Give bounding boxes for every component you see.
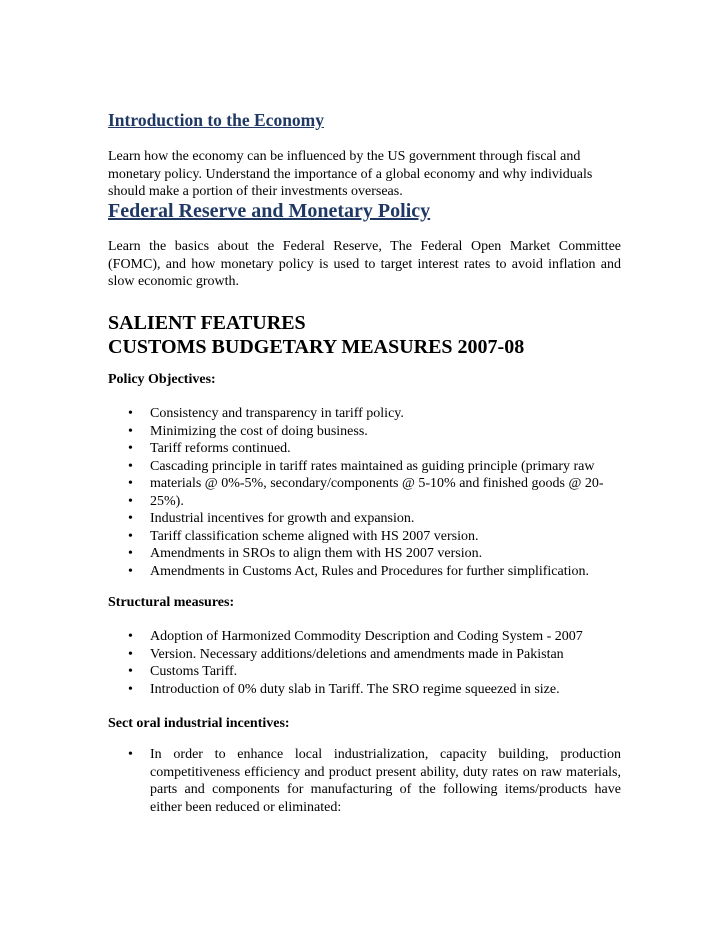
list-item: • In order to enhance local industrialization, capacity building, production competitiveness efficiency and product present ability, duty rates on raw materials, parts and components for manufacturing of the following items/products have either been reduced or eliminated: [128,747,621,815]
list-item: • Adoption of Harmonized Commodity Description and Coding System - 2007 [128,629,583,644]
bullet-icon: • [128,747,133,762]
bullet-icon: • [128,511,133,526]
bullet-icon: • [128,528,133,544]
list-item: • Customs Tariff. [128,664,238,679]
list-item: • Consistency and transparency in tariff policy. [128,406,404,421]
bullet-icon: • [128,423,133,439]
bullet-icon: • [128,629,133,644]
list-structural-measures [108,628,621,698]
heading-policy-objectives: Policy Objectives: [108,372,216,387]
bullet-icon: • [128,664,133,679]
bullet-icon: • [128,646,133,662]
bullet-icon: • [128,406,133,421]
list-item: • Version. Necessary additions/deletions and amendments made in Pakistan [128,646,564,662]
list-item: • Cascading principle in tariff rates maintained as guiding principle (primary raw [128,458,595,474]
bullet-icon: • [128,563,133,579]
list-item: • Minimizing the cost of doing business. [128,423,368,439]
paragraph-introduction-economy: Learn how the economy can be influenced by the US government through fiscal and monetary policy. Understand the importance of a global economy and why individuals should make a portion of their investments overseas. [108,149,593,199]
title-line-1: SALIENT FEATURES [108,312,306,334]
list-item: • Tariff classification scheme aligned with HS 2007 version. [128,528,479,544]
paragraph-federal-reserve: Learn the basics about the Federal Reserve, The Federal Open Market Committee (FOMC), and how monetary policy is used to target interest rates to avoid inflation and slow economic growth. [108,239,621,289]
list-policy-objectives [108,405,621,580]
list-item: • materials @ 0%-5%, secondary/components @ 5-10% and finished goods @ 20- [128,476,604,491]
bullet-icon: • [128,476,133,491]
heading-structural-measures: Structural measures: [108,595,235,610]
title-salient-features [108,311,524,359]
bullet-icon: • [128,546,133,561]
list-item: • Amendments in Customs Act, Rules and Procedures for further simplification. [128,563,589,579]
list-item: • Amendments in SROs to align them with HS 2007 version. [128,546,483,561]
title-line-2: CUSTOMS BUDGETARY MEASURES 2007-08 [108,336,525,358]
heading-sectoral-incentives: Sect oral industrial incentives: [108,716,290,731]
heading-federal-reserve[interactable]: Federal Reserve and Monetary Policy [108,200,431,222]
bullet-icon: • [128,441,133,456]
bullet-icon: • [128,493,133,509]
list-item: • Industrial incentives for growth and expansion. [128,511,415,526]
list-item: • 25%). [128,493,184,509]
list-sectoral-incentives [108,746,621,816]
heading-introduction-economy[interactable]: Introduction to the Economy [108,110,325,130]
bullet-icon: • [128,681,133,697]
bullet-icon: • [128,458,133,474]
list-item: • Introduction of 0% duty slab in Tariff. The SRO regime squeezed in size. [128,681,560,697]
list-item: • Tariff reforms continued. [128,441,291,456]
